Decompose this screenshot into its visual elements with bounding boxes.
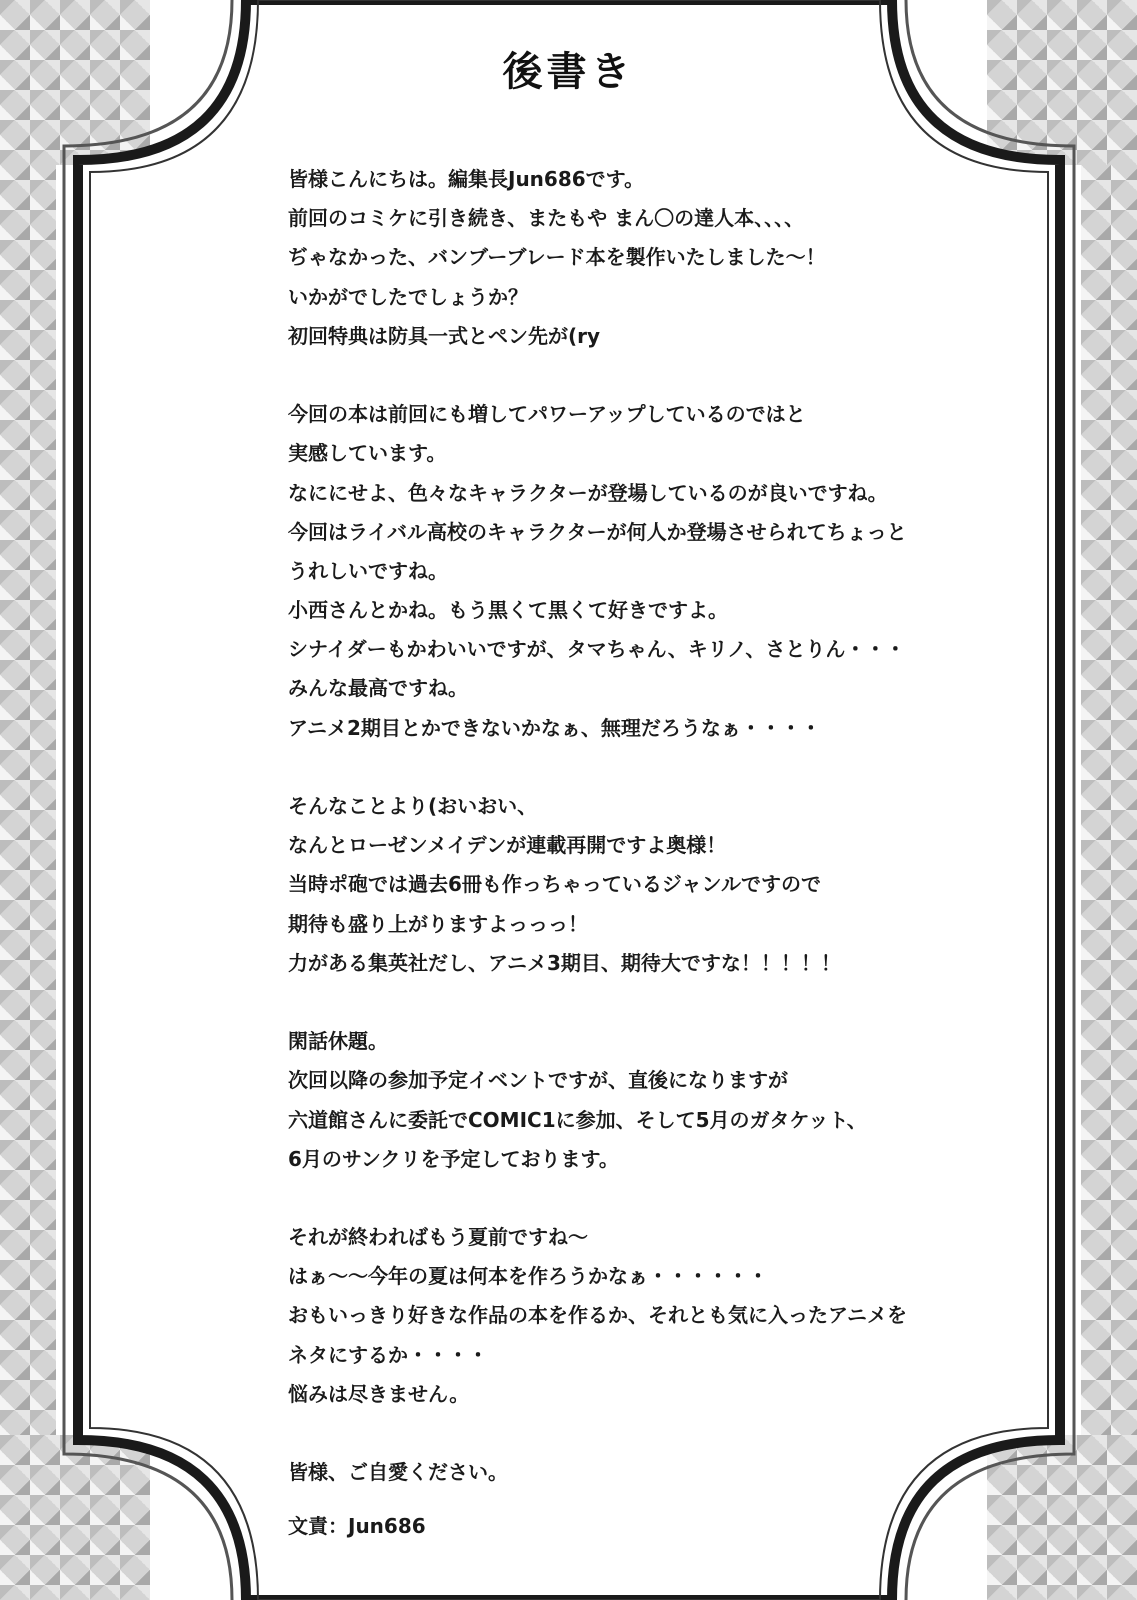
text-line: 六道館さんに委託でCOMIC1に参加、そして5月のガタケット、	[288, 1107, 867, 1132]
page-title: 後書き	[502, 49, 635, 95]
text-line: シナイダーもかわいいですが、タマちゃん、キリノ、さとりん・・・	[288, 637, 906, 662]
text-line: ネタにするか・・・・	[288, 1342, 488, 1367]
text-line: ぢゃなかった、バンブーブレード本を製作いたしました～！	[288, 245, 826, 270]
text-line: 閑話休題。	[288, 1029, 388, 1054]
text-line: アニメ2期目とかできないかなぁ、無理だろうなぁ・・・・	[288, 715, 821, 740]
text-line: 悩みは尽きません。	[288, 1381, 470, 1406]
paragraph-gap	[288, 1414, 928, 1453]
text-line: 皆様こんにちは。編集長Jun686です。	[288, 167, 645, 191]
paragraph-gap	[288, 983, 928, 1022]
author-signature: 文責：Jun686	[288, 1514, 426, 1538]
text-line: 当時ポ砲では過去6冊も作っちゃっているジャンルですので	[288, 872, 822, 897]
afterword-body	[288, 160, 928, 1492]
text-line: 6月のサンクリを予定しております。	[288, 1146, 619, 1171]
text-line: それが終わればもう夏前ですね～	[288, 1225, 588, 1250]
text-line: いかがでしたでしょうか？	[288, 284, 528, 309]
text-line: みんな最高ですね。	[288, 676, 468, 701]
text-line: はぁ～～今年の夏は何本を作ろうかなぁ・・・・・・	[288, 1264, 768, 1289]
text-line: 今回の本は前回にも増してパワーアップしているのではと	[288, 402, 806, 427]
text-line: なににせよ、色々なキャラクターが登場しているのが良いですね。	[288, 480, 888, 505]
paragraph-gap	[288, 356, 928, 395]
text-line: うれしいですね。	[288, 558, 448, 583]
text-line: 力がある集英社だし、アニメ3期目、期待大ですな！！！！！	[288, 950, 841, 975]
text-line: おもいっきり好きな作品の本を作るか、それとも気に入ったアニメを	[288, 1303, 907, 1328]
text-line: 今回はライバル高校のキャラクターが何人か登場させられてちょっと	[288, 519, 907, 544]
text-line: なんとローゼンメイデンが連載再開ですよ奥様！	[288, 833, 727, 858]
text-line: 皆様、ご自愛ください。	[288, 1460, 508, 1485]
text-line: 実感しています。	[288, 441, 447, 466]
paragraph-gap	[288, 1179, 928, 1218]
text-line: 期待も盛り上がりますよっっっ！	[288, 911, 588, 936]
text-line: 前回のコミケに引き続き、またもや まん〇の達人本、、、、	[288, 206, 805, 231]
text-line: 初回特典は防具一式とペン先が(ry	[288, 323, 601, 348]
text-line: 小西さんとかね。もう黒くて黒くて好きですよ。	[288, 598, 728, 623]
paragraph-gap	[288, 748, 928, 787]
text-line: 次回以降の参加予定イベントですが、直後になりますが	[288, 1068, 788, 1093]
text-line: そんなことより(おいおい、	[288, 794, 538, 818]
